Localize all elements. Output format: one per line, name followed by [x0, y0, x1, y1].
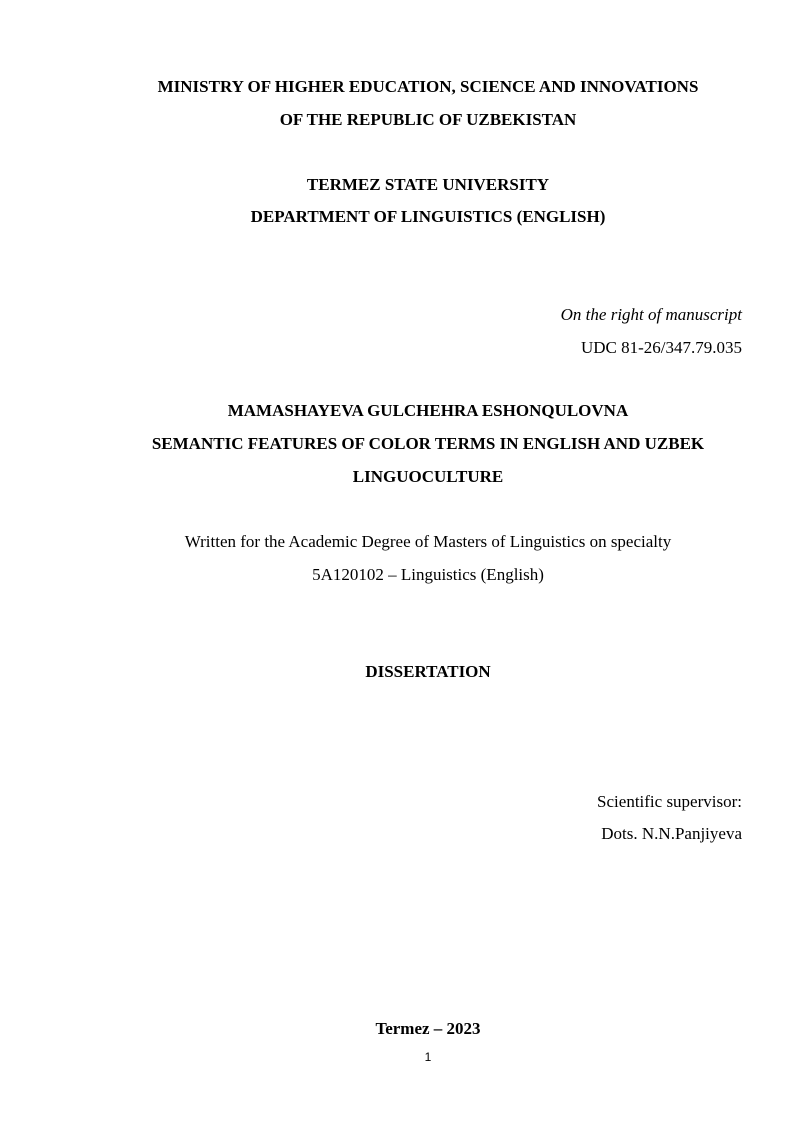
degree-line-1: Written for the Academic Degree of Masters of Linguistics on specialty — [184, 532, 672, 551]
department-name: DEPARTMENT OF LINGUISTICS (ENGLISH) — [250, 207, 606, 226]
dissertation-title-line-1: SEMANTIC FEATURES OF COLOR TERMS IN ENGLISH AND UZBEK — [151, 434, 705, 453]
udc-code: UDC 81-26/347.79.035 — [580, 338, 742, 357]
degree-line-2: 5A120102 – Linguistics (English) — [312, 565, 544, 584]
page-number: 1 — [424, 1050, 432, 1064]
author-name: MAMASHAYEVA GULCHEHRA ESHONQULOVNA — [227, 401, 629, 420]
university-name: TERMEZ STATE UNIVERSITY — [306, 175, 550, 194]
ministry-line-2: OF THE REPUBLIC OF UZBEKISTAN — [279, 110, 577, 129]
manuscript-note: On the right of manuscript — [560, 305, 742, 324]
place-year: Termez – 2023 — [375, 1019, 481, 1038]
document-type: DISSERTATION — [365, 662, 491, 681]
ministry-line-1: MINISTRY OF HIGHER EDUCATION, SCIENCE AND INNOVATIONS — [157, 77, 699, 96]
dissertation-title-line-2: LINGUOCULTURE — [352, 467, 504, 486]
supervisor-label: Scientific supervisor: — [597, 792, 742, 811]
supervisor-name: Dots. N.N.Panjiyeva — [601, 824, 742, 843]
